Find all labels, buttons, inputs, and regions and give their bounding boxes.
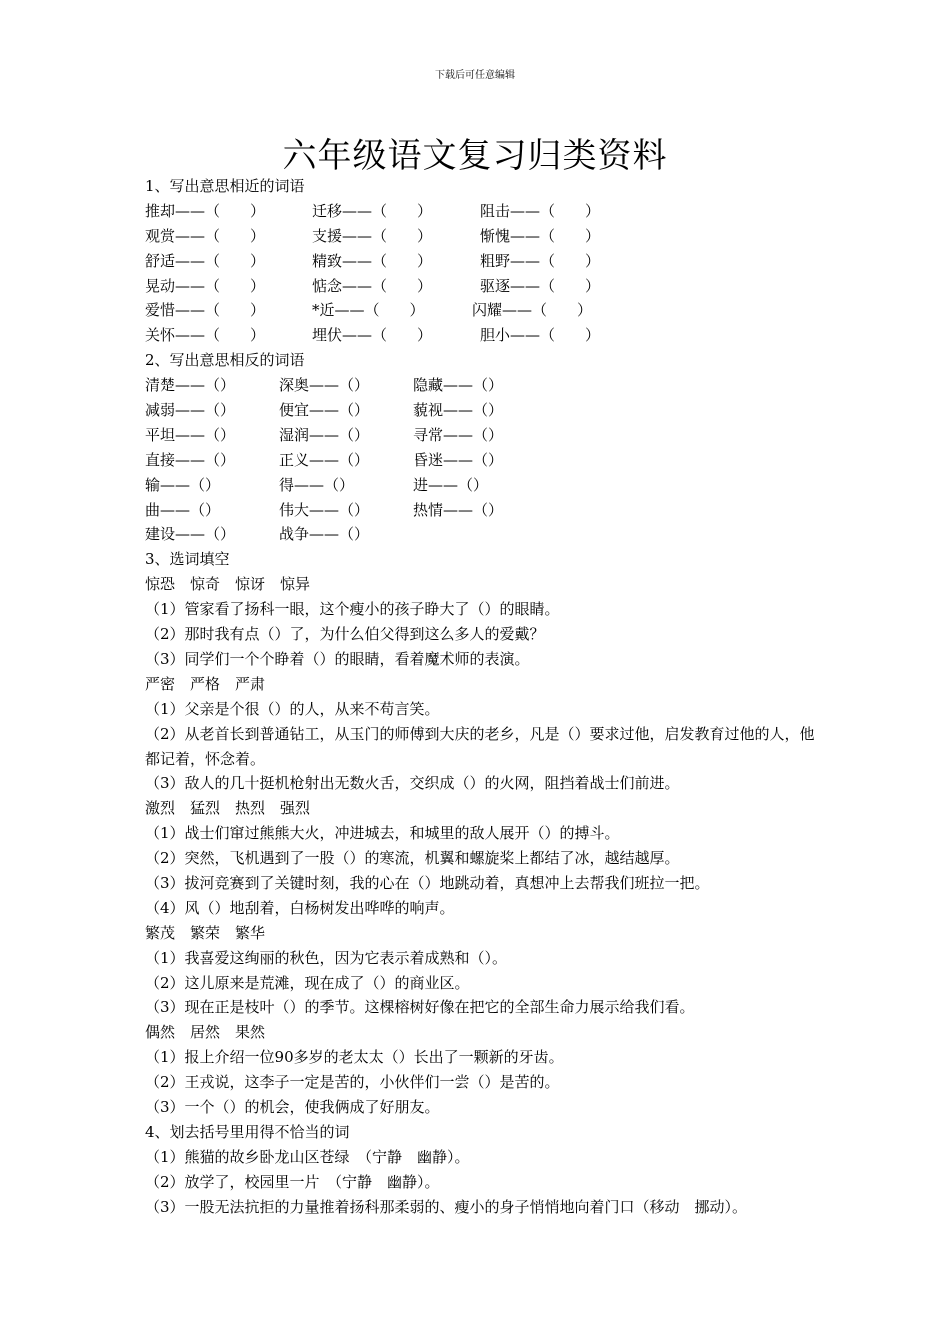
exercise-sentence: （1）报上介绍一位90多岁的老太太（）长出了一颗新的牙齿。 — [145, 1048, 564, 1067]
exercise-sentence: （3）一个（）的机会，使我俩成了好朋友。 — [145, 1097, 440, 1116]
exercise-sentence: （1）管家看了扬科一眼，这个瘦小的孩子睁大了（）的眼睛。 — [145, 600, 560, 619]
synonym-item: 胆小——（ ） — [480, 326, 601, 345]
synonym-item: 驱逐——（ ） — [480, 276, 601, 295]
antonym-item: 正义——（） — [279, 450, 370, 469]
antonym-item: 直接——（） — [145, 450, 236, 469]
document-body — [145, 174, 825, 1219]
synonym-item: 精致——（ ） — [312, 251, 433, 270]
synonym-item: 舒适——（ ） — [145, 251, 266, 270]
section-3-heading: 3、选词填空 — [145, 550, 230, 569]
exercise-sentence: （1）父亲是个很（）的人，从来不苟言笑。 — [145, 699, 440, 718]
exercise-sentence: （4）风（）地刮着，白杨树发出哗哗的响声。 — [145, 898, 455, 917]
antonym-item: 得——（） — [279, 475, 355, 494]
header-note: 下载后可任意编辑 — [435, 70, 515, 81]
synonym-item: 迁移——（ ） — [312, 201, 433, 220]
exercise-sentence: （2）放学了，校园里一片 （宁静 幽静）。 — [145, 1172, 440, 1191]
synonym-row — [145, 199, 825, 224]
synonym-item: 闪耀——（ ） — [472, 301, 593, 320]
section-4-heading: 4、划去括号里用得不恰当的词 — [145, 1122, 350, 1141]
antonym-item: 进——（） — [413, 475, 489, 494]
synonym-row — [145, 274, 825, 299]
exercise-sentence: （2）王戎说，这李子一定是苦的，小伙伴们一尝（）是苦的。 — [145, 1073, 560, 1092]
word-choice-options: 繁茂 繁荣 繁华 — [145, 923, 266, 942]
antonym-row — [145, 473, 825, 498]
antonym-item: 昏迷——（） — [413, 450, 504, 469]
exercise-sentence: （2）突然，飞机遇到了一股（）的寒流，机翼和螺旋桨上都结了冰，越结越厚。 — [145, 849, 680, 868]
antonym-row — [145, 448, 825, 473]
antonym-item: 清楚——（） — [145, 376, 236, 395]
antonym-item: 深奥——（） — [279, 376, 370, 395]
synonym-item: *近——（ ） — [312, 301, 425, 320]
antonym-row — [145, 498, 825, 523]
exercise-sentence: （1）战士们窜过熊熊大火，冲进城去，和城里的敌人展开（）的搏斗。 — [145, 824, 620, 843]
exercise-sentence: （2）那时我有点（）了，为什么伯父得到这么多人的爱戴？ — [145, 625, 545, 644]
exercise-sentence: （3）同学们一个个睁着（）的眼睛，看着魔术师的表演。 — [145, 649, 530, 668]
antonym-row — [145, 398, 825, 423]
antonym-item: 藐视——（） — [413, 401, 504, 420]
antonym-item: 曲——（） — [145, 500, 221, 519]
synonym-item: 推却——（ ） — [145, 201, 266, 220]
synonym-row — [145, 323, 825, 348]
antonym-item: 湿润——（） — [279, 425, 370, 444]
exercise-sentence: （2）从老首长到普通钻工，从玉门的师傅到大庆的老乡，凡是（）要求过他，启发教育过他的人，他都记着，怀念着。 — [145, 724, 815, 768]
antonym-item: 隐藏——（） — [413, 376, 504, 395]
exercise-sentence: （3）拔河竞赛到了关键时刻，我的心在（）地跳动着，真想冲上去帮我们班拉一把。 — [145, 873, 710, 892]
antonym-item: 建设——（） — [145, 525, 236, 544]
word-choice-options: 激烈 猛烈 热烈 强烈 — [145, 799, 311, 818]
synonym-row — [145, 249, 825, 274]
synonym-item: 惭愧——（ ） — [480, 226, 601, 245]
exercise-sentence: （3）一股无法抗拒的力量推着扬科那柔弱的、瘦小的身子悄悄地向着门口（移动 挪动）。 — [145, 1197, 748, 1216]
word-choice-options: 惊恐 惊奇 惊讶 惊异 — [145, 575, 311, 594]
synonym-item: 关怀——（ ） — [145, 326, 266, 345]
antonym-item: 输——（） — [145, 475, 221, 494]
antonym-item: 平坦——（） — [145, 425, 236, 444]
antonym-item: 伟大——（） — [279, 500, 370, 519]
synonym-row — [145, 298, 825, 323]
antonym-row — [145, 373, 825, 398]
exercise-sentence: （3）现在正是枝叶（）的季节。这棵榕树好像在把它的全部生命力展示给我们看。 — [145, 998, 695, 1017]
synonym-item: 阻击——（ ） — [480, 201, 601, 220]
synonym-row — [145, 224, 825, 249]
page-title: 六年级语文复习归类资料 — [282, 136, 668, 176]
exercise-sentence: （2）这儿原来是荒滩，现在成了（）的商业区。 — [145, 973, 470, 992]
synonym-item: 粗野——（ ） — [480, 251, 601, 270]
antonym-item: 战争——（） — [279, 525, 370, 544]
exercise-sentence: （1）我喜爱这绚丽的秋色，因为它表示着成熟和（）。 — [145, 948, 508, 967]
synonym-item: 支援——（ ） — [312, 226, 433, 245]
exercise-sentence: （3）敌人的几十挺机枪射出无数火舌，交织成（）的火网，阻挡着战士们前进。 — [145, 774, 680, 793]
section-2-heading: 2、写出意思相反的词语 — [145, 351, 305, 370]
synonym-item: 埋伏——（ ） — [312, 326, 433, 345]
synonym-item: 晃动——（ ） — [145, 276, 266, 295]
antonym-row — [145, 423, 825, 448]
synonym-item: 惦念——（ ） — [312, 276, 433, 295]
section-1-heading: 1、写出意思相近的词语 — [145, 177, 305, 195]
antonym-item: 便宜——（） — [279, 401, 370, 420]
synonym-item: 爱惜——（ ） — [145, 301, 266, 320]
word-choice-options: 严密 严格 严肃 — [145, 674, 266, 693]
word-choice-options: 偶然 居然 果然 — [145, 1023, 266, 1042]
exercise-sentence: （1）熊猫的故乡卧龙山区苍绿 （宁静 幽静）。 — [145, 1147, 470, 1166]
synonym-item: 观赏——（ ） — [145, 226, 266, 245]
antonym-item: 热情——（） — [413, 500, 504, 519]
antonym-item: 寻常——（） — [413, 425, 504, 444]
antonym-row — [145, 522, 825, 547]
antonym-item: 减弱——（） — [145, 401, 236, 420]
